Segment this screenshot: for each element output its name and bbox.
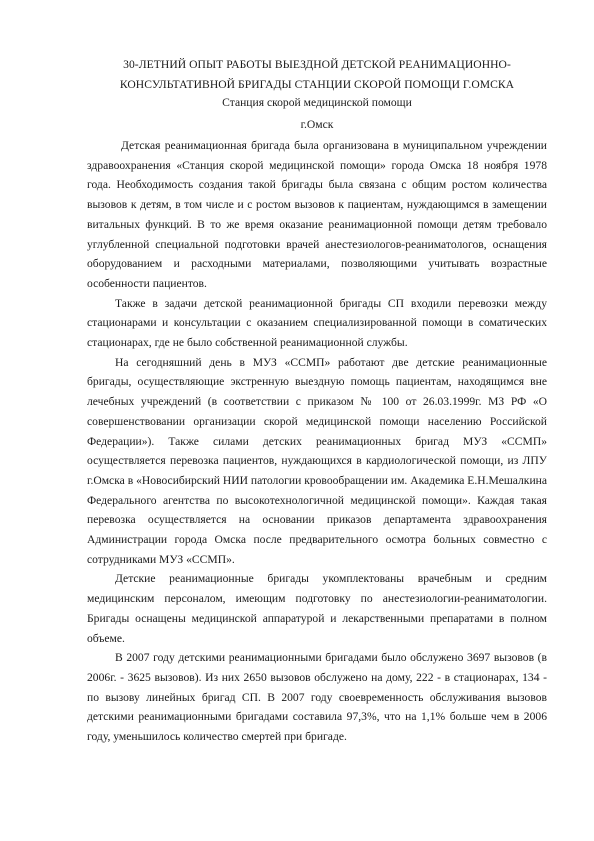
document-page <box>87 56 547 747</box>
paragraph-1: Детская реанимационная бригада была организована в муниципальном учреждении здравоохранения «Станция скорой медицинской помощи» города Омска 18 ноября 1978 года. Необходимость создания такой бригады была связана с общим ростом количества вызовов к детям, в том числе и с ростом вызовов к пациентам, нуждающимся в замещении витальных функций. В то же время оказание реанимационной помощи детям требовало углубленной специальной подготовки врачей анестезиологов-реаниматологов, оснащения оборудованием и расходными материалами, позволяющими учитывать возрастные особенности пациентов. <box>87 139 547 290</box>
paragraph-4: Детские реанимационные бригады укомплектованы врачебным и средним медицинским персоналом, имеющим подготовку по анестезиологии-реаниматологии. Бригады оснащены медицинской аппаратурой и лекарственными препаратами в полном объеме. <box>87 572 547 645</box>
city-name: г.Омск <box>300 118 334 131</box>
document-title-line-2: КОНСУЛЬТАТИВНОЙ БРИГАДЫ СТАНЦИИ СКОРОЙ ПОМОЩИ Г.ОМСКА <box>119 78 515 91</box>
paragraph-2: Также в задачи детской реанимационной бригады СП входили перевозки между стационарами и консультации с оказанием специализированной помощи в соматических стационарах, где не было собственной реанимационной службы. <box>87 296 547 350</box>
document-title-line-1: 30-ЛЕТНИЙ ОПЫТ РАБОТЫ ВЫЕЗДНОЙ ДЕТСКОЙ РЕАНИМАЦИОННО- <box>123 58 511 71</box>
organization-name: Станция скорой медицинской помощи <box>222 96 412 109</box>
paragraph-5: В 2007 году детскими реанимационными бригадами было обслужено 3697 вызовов (в 2006г. - 3625 вызовов). Из них 2650 вызовов обслужено на дому, 222 - в стационарах, 134 - по вызову линейных бригад СП. В 2007 году своевременность обслуживания вызовов детскими реанимационными бригадами составила 97,3%, что на 1,1% больше чем в 2006 году, уменьшилось количество смертей при бригаде. <box>87 651 547 744</box>
paragraph-3: На сегодняшний день в МУЗ «ССМП» работают две детские реанимационные бригады, осуществляющие экстренную выездную помощь пациентам, находящимся вне лечебных учреждений (в соответствии с приказом № 100 от 26.03.1999г. МЗ РФ «О совершенствовании организации скорой медицинской помощи населению Российской Федерации»). Также силами детских реанимационных бригад МУЗ «ССМП» осуществляется перевозка пациентов, нуждающихся в кардиологической помощи, из ЛПУ г.Омска в «Новосибирский НИИ патологии кровообращении им. Академика Е.Н.Мешалкина Федерального агентства по высокотехнологичной медицинской помощи». Каждая такая перевозка осуществляется на основании приказов департамента здравоохранения Администрации города Омска после предварительного осмотра больных совместно с сотрудниками МУЗ «ССМП». <box>87 355 547 566</box>
